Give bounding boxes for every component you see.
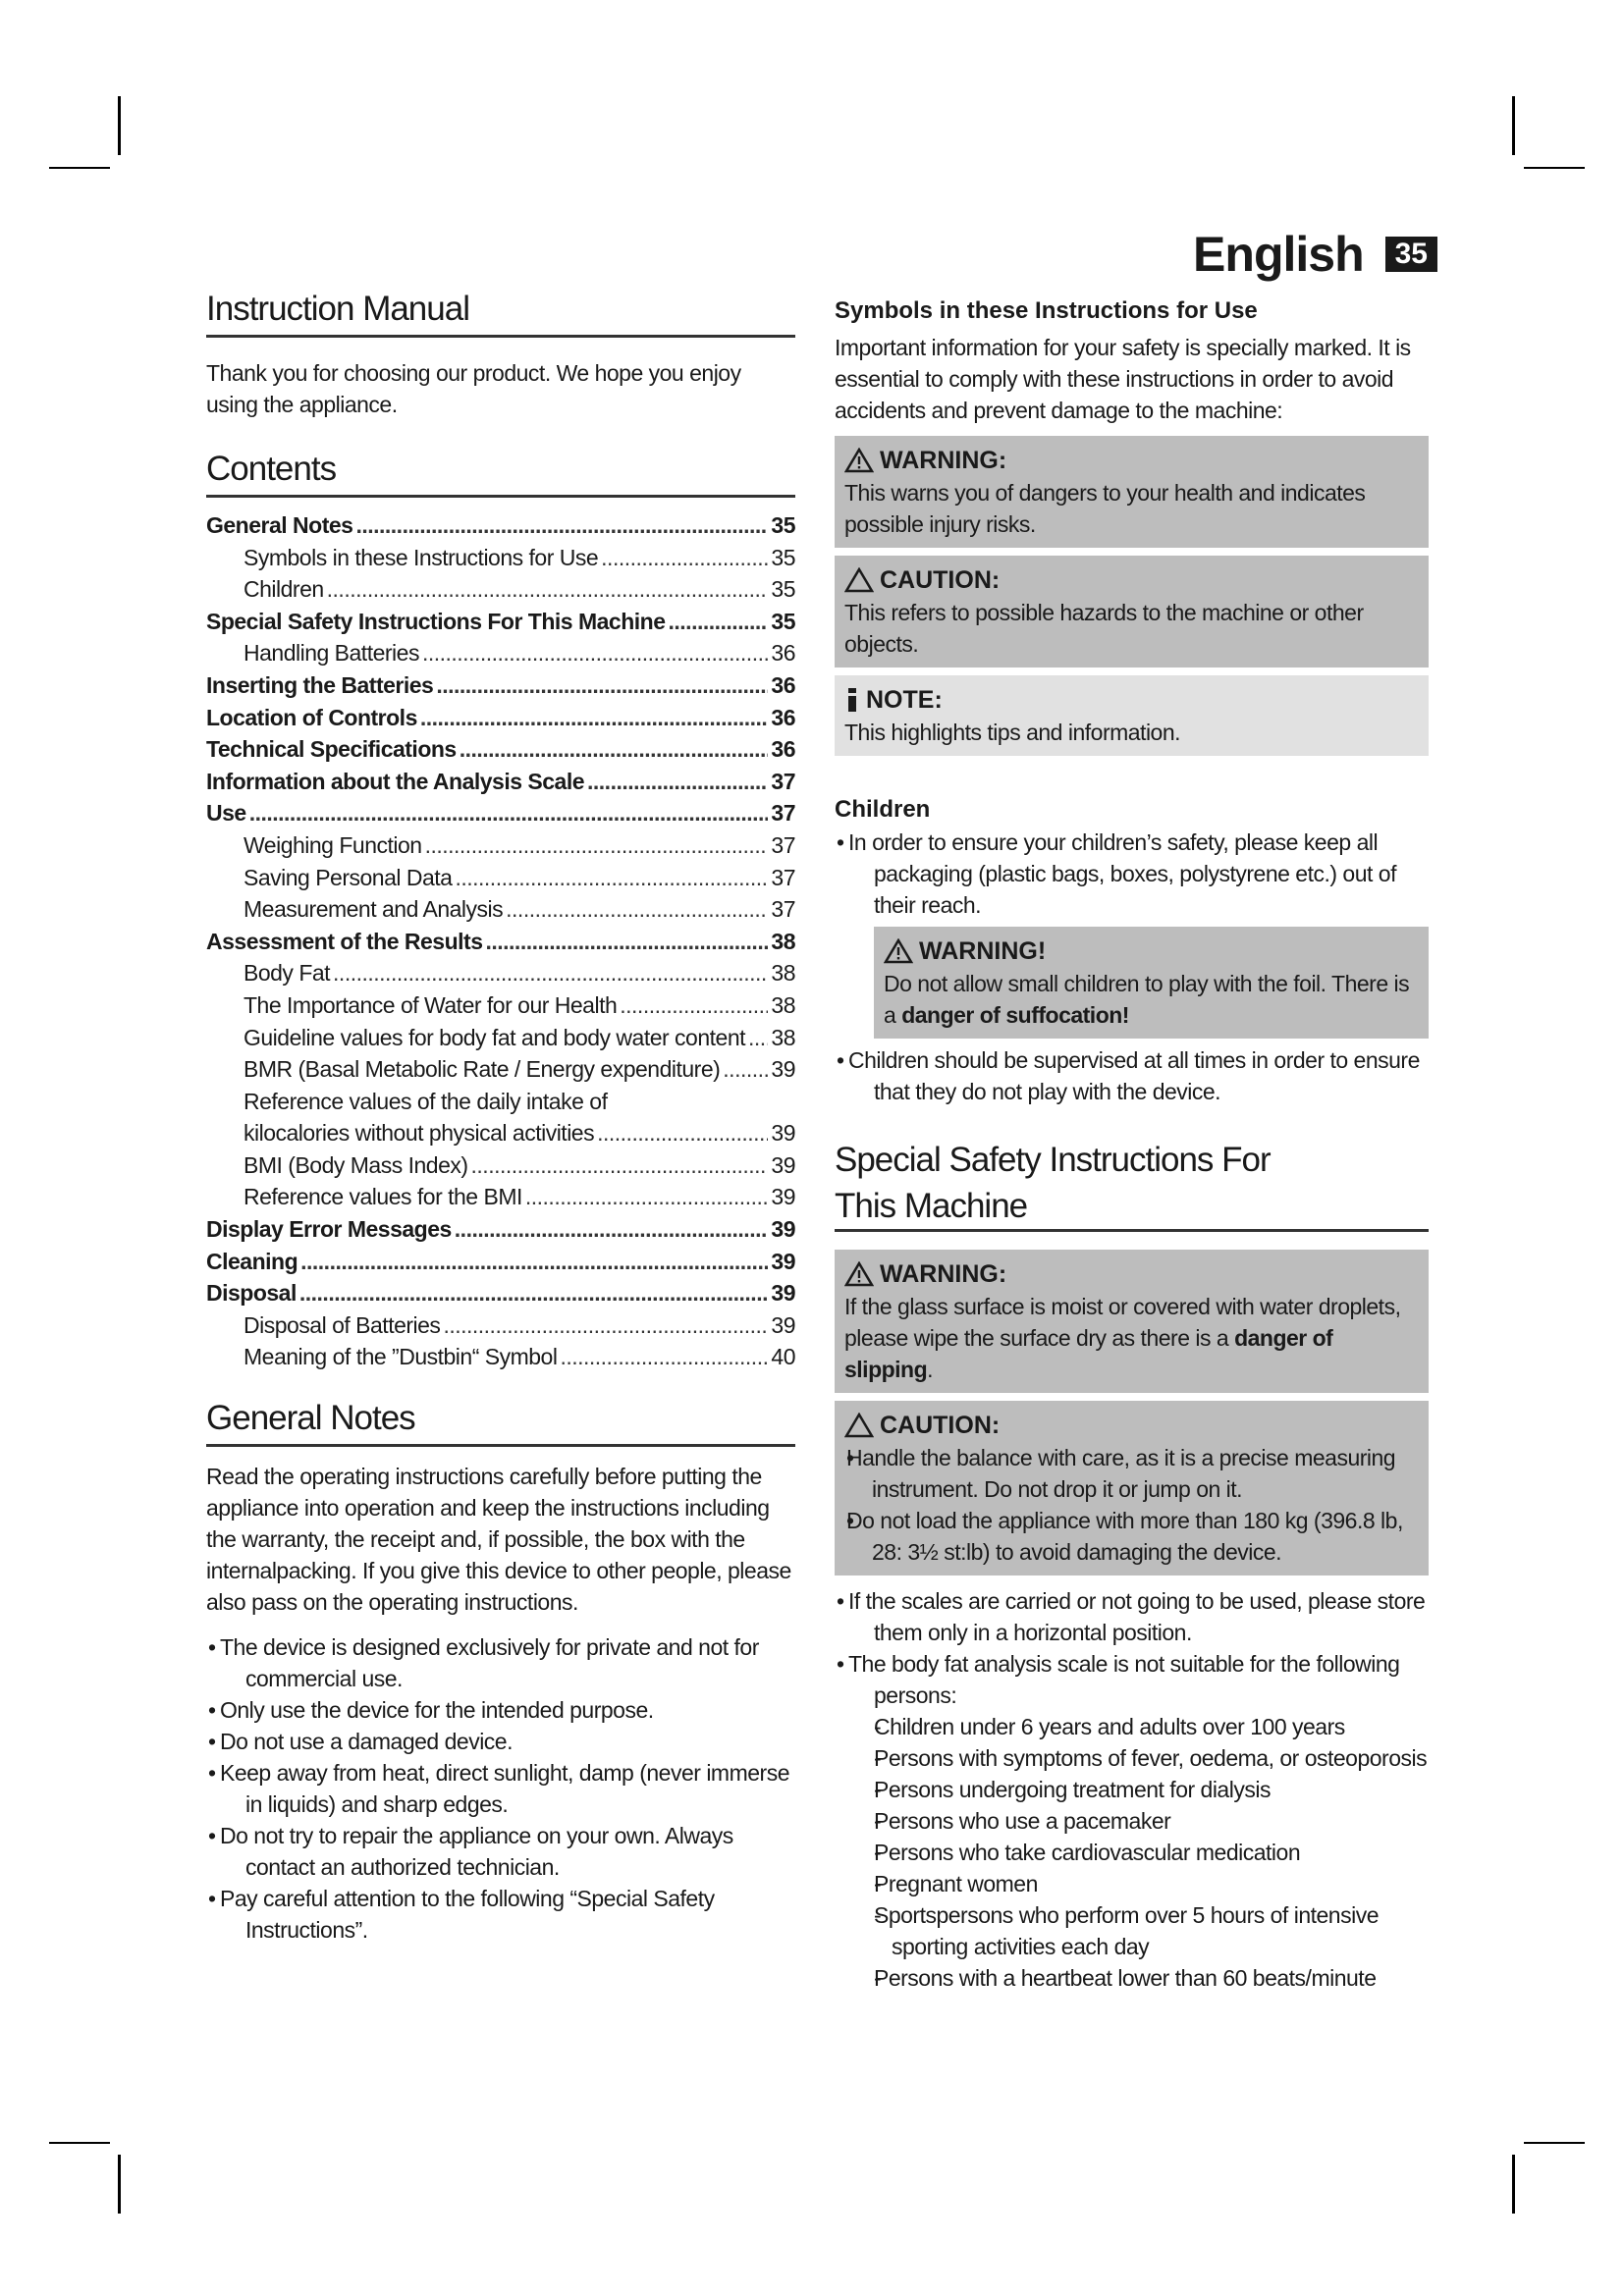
toc-entry[interactable] (206, 797, 795, 829)
toc-entry[interactable] (206, 1277, 795, 1309)
crop-mark (49, 167, 110, 169)
toc-entry-label: Disposal (206, 1280, 297, 1307)
caution-triangle-icon (844, 567, 874, 593)
list-item: • The body fat analysis scale is not suitable for the following persons: (835, 1648, 1429, 1711)
toc-entry-page: 37 (771, 831, 795, 858)
toc-entry-page: 35 (771, 576, 795, 603)
toc-entry-page: 39 (771, 1216, 795, 1243)
left-column (206, 290, 795, 1946)
toc-entry-page: 40 (771, 1344, 795, 1370)
toc-leader-dots (422, 637, 768, 669)
toc-leader-dots (471, 1149, 769, 1182)
caution-heading: CAUTION: (880, 566, 1001, 594)
toc-leader-dots (300, 1246, 768, 1278)
toc-entry[interactable] (206, 1341, 795, 1373)
crop-mark (1524, 167, 1585, 169)
children-title: Children (835, 796, 931, 823)
list-item: • If the scales are carried or not going to be used, please store them only in a horizontal position. (835, 1585, 1429, 1648)
toc-entry-page: 39 (771, 1248, 795, 1274)
toc-entry-label: Use (206, 800, 246, 827)
list-item: • In order to ensure your children’s safety, please keep all packaging (plastic bags, boxes, polystyrene etc.) out of their reach. (835, 827, 1429, 921)
toc-entry-label: Weighing Function (244, 831, 422, 858)
toc-leader-dots (525, 1181, 769, 1213)
toc-entry-page: 38 (771, 928, 795, 954)
list-item: - Persons who use a pacemaker (835, 1805, 1429, 1837)
toc-leader-dots (420, 702, 769, 734)
toc-entry-page: 36 (771, 736, 795, 763)
table-of-contents (206, 509, 795, 1373)
note-heading: NOTE: (866, 686, 943, 714)
list-item: - Persons with a heartbeat lower than 60 beats/minute (835, 1962, 1429, 1994)
toc-entry[interactable] (206, 829, 795, 862)
toc-entry-label: Inserting the Batteries (206, 671, 434, 698)
crop-mark (118, 96, 121, 155)
list-item: • Keep away from heat, direct sunlight, damp (never immerse in liquids) and sharp edges. (206, 1757, 795, 1820)
children-list-2 (835, 1044, 1429, 1107)
toc-entry[interactable] (206, 1213, 795, 1246)
list-item: • Only use the device for the intended purpose. (206, 1694, 795, 1726)
toc-leader-dots (460, 733, 769, 766)
warning-heading: WARNING: (880, 1260, 1007, 1288)
list-item: - Children under 6 years and adults over 100 years (835, 1711, 1429, 1742)
children-list (835, 827, 1429, 921)
toc-entry-page: 39 (771, 1311, 795, 1338)
toc-leader-dots (455, 862, 768, 894)
warning-triangle-icon (884, 938, 913, 964)
language-label: English (1193, 227, 1364, 282)
toc-leader-dots (669, 606, 769, 638)
crop-mark (49, 2142, 110, 2144)
toc-entry-label: General Notes (206, 512, 353, 538)
right-column (835, 294, 1429, 1994)
crop-mark (1512, 96, 1515, 155)
list-item: - Pregnant women (835, 1868, 1429, 1899)
info-icon (844, 686, 860, 714)
list-item: - Sportspersons who perform over 5 hours of intensive sporting activities each day (835, 1899, 1429, 1962)
intro-paragraph: Thank you for choosing our product. We hope you enjoy using the appliance. (206, 360, 741, 417)
warning-text: This warns you of dangers to your health and indicates possible injury risks. (844, 480, 1366, 537)
children-warning-box (874, 927, 1429, 1039)
toc-entry-page: 38 (771, 960, 795, 987)
caution-text: This refers to possible hazards to the machine or other objects. (844, 600, 1364, 657)
toc-entry[interactable] (206, 1181, 795, 1213)
toc-entry-page: 36 (771, 704, 795, 730)
note-box (835, 675, 1429, 756)
toc-entry[interactable] (206, 542, 795, 574)
toc-leader-dots (333, 957, 768, 989)
toc-entry[interactable] (206, 509, 795, 542)
crop-mark (1512, 2155, 1515, 2214)
symbols-intro: Important information for your safety is specially marked. It is essential to comply with these instructions in order to avoid accidents and prevent damage to the machine: (835, 335, 1411, 423)
toc-entry[interactable] (206, 702, 795, 734)
toc-leader-dots (485, 926, 768, 958)
caution-heading: CAUTION: (880, 1412, 1001, 1439)
warning-heading: WARNING! (919, 937, 1047, 965)
note-text: This highlights tips and information. (844, 720, 1181, 745)
toc-entry-page: 38 (771, 991, 795, 1018)
toc-entry[interactable] (206, 1309, 795, 1342)
list-item: • Do not use a damaged device. (206, 1726, 795, 1757)
list-item: • Pay careful attention to the following “Special Safety Instructions”. (206, 1883, 795, 1946)
general-notes-title: General Notes (206, 1399, 795, 1447)
list-item: • Children should be supervised at all times in order to ensure that they do not play with the device. (835, 1044, 1429, 1107)
toc-entry-label: Disposal of Batteries (244, 1311, 441, 1338)
toc-entry-label: Display Error Messages (206, 1216, 452, 1243)
toc-entry[interactable] (206, 926, 795, 958)
toc-leader-dots (299, 1277, 769, 1309)
toc-leader-dots (723, 1053, 768, 1086)
toc-entry-label: Assessment of the Results (206, 928, 483, 954)
toc-entry[interactable] (206, 1053, 795, 1086)
toc-leader-dots (355, 509, 768, 542)
toc-entry[interactable] (206, 1117, 795, 1149)
toc-entry[interactable] (206, 957, 795, 989)
toc-entry-page: 37 (771, 864, 795, 890)
toc-entry-page: 35 (771, 512, 795, 538)
toc-leader-dots (436, 669, 768, 702)
toc-leader-dots (425, 829, 769, 862)
toc-entry[interactable] (206, 669, 795, 702)
toc-leader-dots (601, 542, 768, 574)
toc-leader-dots (560, 1341, 768, 1373)
toc-entry-page: 36 (771, 640, 795, 667)
toc-entry[interactable] (206, 1149, 795, 1182)
toc-entry-label: Cleaning (206, 1248, 298, 1274)
toc-entry-page: 36 (771, 671, 795, 698)
toc-entry-label: Special Safety Instructions For This Machine (206, 608, 666, 634)
children-warning-text: Do not allow small children to play with the foil. There is a danger of suffocation! (884, 971, 1410, 1028)
list-item: • Do not try to repair the appliance on your own. Always contact an authorized technician. (206, 1820, 795, 1883)
toc-entry[interactable] (206, 766, 795, 798)
toc-entry-label: Children (244, 576, 324, 603)
special-safety-title-line1: Special Safety Instructions For (835, 1141, 1271, 1179)
general-notes-list (206, 1631, 795, 1946)
symbols-title: Symbols in these Instructions for Use (835, 297, 1258, 324)
toc-entry-page: 39 (771, 1280, 795, 1307)
toc-entry[interactable] (206, 989, 795, 1022)
instruction-manual-title: Instruction Manual (206, 290, 795, 338)
toc-entry-prefix: Reference values of the daily intake of (244, 1088, 608, 1114)
toc-entry-page: 35 (771, 608, 795, 634)
warning-heading: WARNING: (880, 447, 1007, 474)
toc-leader-dots (620, 989, 768, 1022)
crop-mark (118, 2155, 121, 2214)
toc-leader-dots (748, 1022, 768, 1054)
warning-triangle-icon (844, 448, 874, 473)
slip-warning-box (835, 1250, 1429, 1393)
general-notes-paragraph: Read the operating instructions carefully before putting the appliance into operation and keep the instructions including the warranty, the receipt and, if possible, the box with the internalpacking. If you give this device to other people, please also pass on the operating instructions. (206, 1464, 791, 1616)
caution-triangle-icon (844, 1413, 874, 1438)
toc-leader-dots (587, 766, 768, 798)
toc-entry-page: 39 (771, 1151, 795, 1178)
toc-entry-page: 35 (771, 544, 795, 570)
toc-entry-page: 37 (771, 896, 795, 923)
toc-leader-dots (443, 1309, 768, 1342)
toc-entry[interactable] (206, 733, 795, 766)
toc-leader-dots (327, 573, 769, 606)
toc-entry-page: 38 (771, 1024, 795, 1050)
warning-box (835, 436, 1429, 548)
toc-entry[interactable] (206, 1022, 795, 1054)
toc-entry-label: Symbols in these Instructions for Use (244, 544, 599, 570)
special-safety-title-line2: This Machine (835, 1183, 1429, 1232)
toc-entry-label: Technical Specifications (206, 736, 457, 763)
toc-entry-label: BMR (Basal Metabolic Rate / Energy expenditure) (244, 1056, 721, 1083)
list-item: • Handle the balance with care, as it is a precise measuring instrument. Do not drop it or jump on it. (844, 1442, 1419, 1505)
toc-leader-dots (506, 893, 768, 926)
caution-list (844, 1442, 1419, 1568)
persons-list (835, 1711, 1429, 1994)
toc-entry-label: Location of Controls (206, 704, 417, 730)
list-item: - Persons with symptoms of fever, oedema, or osteoporosis (835, 1742, 1429, 1774)
toc-entry[interactable] (206, 606, 795, 638)
list-item: - Persons undergoing treatment for dialysis (835, 1774, 1429, 1805)
toc-entry-label: Information about the Analysis Scale (206, 768, 585, 794)
toc-leader-dots (249, 797, 769, 829)
toc-entry[interactable] (206, 1246, 795, 1278)
toc-entry-page: 37 (771, 768, 795, 794)
toc-entry-page: 39 (771, 1184, 795, 1210)
crop-mark (1524, 2142, 1585, 2144)
slip-warning-text: If the glass surface is moist or covered with water droplets, please wipe the surface dry as there is a danger of slipping. (844, 1294, 1401, 1382)
toc-entry-label: Handling Batteries (244, 640, 419, 667)
toc-entry[interactable] (206, 637, 795, 669)
toc-entry-label: Meaning of the ”Dustbin“ Symbol (244, 1344, 558, 1370)
toc-entry-label: kilocalories without physical activities (244, 1120, 595, 1147)
toc-entry-label: Measurement and Analysis (244, 896, 504, 923)
warning-triangle-icon (844, 1261, 874, 1287)
toc-entry-label: BMI (Body Mass Index) (244, 1151, 468, 1178)
toc-entry-label: The Importance of Water for our Health (244, 991, 618, 1018)
toc-entry[interactable] (206, 862, 795, 894)
list-item: • Do not load the appliance with more than 180 kg (396.8 lb, 28: 3½ st:lb) to avoid damaging the device. (844, 1505, 1419, 1568)
toc-entry-page: 39 (771, 1056, 795, 1083)
page-number: 35 (1385, 237, 1437, 272)
caution-box (835, 556, 1429, 667)
toc-entry-page: 37 (771, 800, 795, 827)
toc-entry-label: Reference values for the BMI (244, 1184, 522, 1210)
toc-leader-dots (455, 1213, 769, 1246)
page-header (1193, 226, 1437, 283)
toc-entry[interactable] (206, 573, 795, 606)
list-item: - Persons who take cardiovascular medication (835, 1837, 1429, 1868)
toc-entry[interactable] (206, 893, 795, 926)
toc-leader-dots (597, 1117, 768, 1149)
list-item: • The device is designed exclusively for private and not for commercial use. (206, 1631, 795, 1694)
balance-caution-box (835, 1401, 1429, 1575)
contents-title: Contents (206, 450, 795, 498)
toc-entry-label: Body Fat (244, 960, 331, 987)
toc-entry-page: 39 (771, 1120, 795, 1147)
special-safety-list (835, 1585, 1429, 1711)
toc-entry-label: Saving Personal Data (244, 864, 453, 890)
toc-entry-label: Guideline values for body fat and body water content (244, 1024, 746, 1050)
